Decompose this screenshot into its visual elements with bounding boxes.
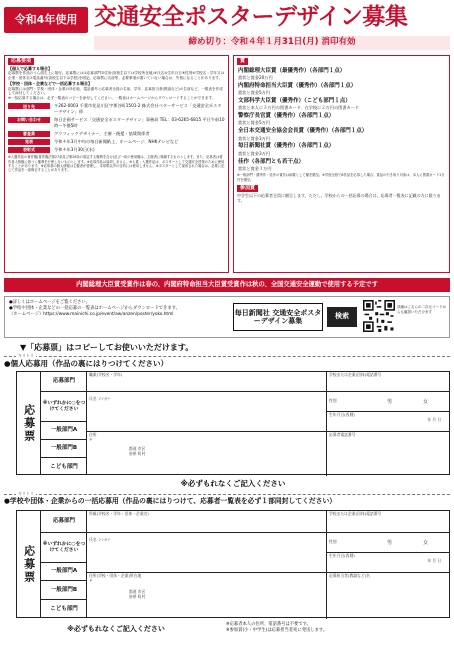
year-badge: 令和4年使用: [4, 7, 88, 33]
category-column: [41, 372, 87, 474]
gender-male[interactable]: 男: [387, 399, 393, 405]
prefecture-label: 都道 市区: [129, 588, 146, 594]
birthdate-format: 年 月 日: [427, 557, 441, 563]
category-column: [41, 511, 87, 617]
gender-label: 性別: [329, 539, 337, 544]
info-label: 送り先: [8, 103, 50, 109]
birthdate-field[interactable]: [327, 553, 449, 573]
award-item: [234, 143, 449, 156]
search-button[interactable]: 検索: [327, 307, 357, 327]
form-group-title: ●学校や団体・企業からの一括応募用（作品の裏にはりつけて、応募者一覧表を必ず１部同封してください）: [4, 497, 337, 505]
usage-notice-banner: 内閣総理大臣賞受賞作は春の、内閣府特命担当大臣賞受賞作は秋の、全国交通安全運動で使用する予定です: [4, 278, 450, 292]
postal-mark: 〒: [89, 577, 93, 583]
award-desc: 賞状と賞金１万円: [238, 165, 272, 171]
info-box: [4, 296, 450, 338]
school-field-label: 職業(学校名・学年): [89, 372, 123, 377]
info-row-ceremony: [5, 147, 228, 153]
info-value: グラフィックデザイナー、主催・後援・協賛関係者: [54, 130, 150, 136]
cut-line: [4, 356, 450, 357]
info-text: [9, 300, 229, 319]
award-title: 警察庁長官賞（優秀作）（各部門１点）: [238, 113, 335, 120]
mandatory-note: ※必ずもれなくご記入ください: [180, 479, 286, 488]
deadline-banner: 締め切り：令和４年１月31日(月) 消印有効: [94, 36, 450, 50]
award-desc: 賞状と賞金20万円: [238, 75, 273, 81]
prefecture-label-2: 府県 町村: [129, 593, 146, 599]
applicant-phone-label: 応募者電話番号: [329, 432, 356, 437]
name-label: 氏名: [89, 396, 97, 401]
award-title: 文部科学大臣賞（優秀作）（こども部門１点）: [238, 98, 351, 105]
category-label: 応募部門: [41, 511, 87, 533]
group-method-heading: 【学校・団体・企業などで一括応募する場合】: [8, 81, 92, 87]
info-value: 令和４年3月30日(水): [54, 146, 95, 152]
cut-label: キリトリ: [18, 491, 34, 496]
gender-field[interactable]: [327, 533, 449, 553]
award-desc: 賞状と賞金3万円: [238, 135, 270, 141]
gender-female[interactable]: 女: [423, 540, 429, 546]
award-desc: 賞状と賞金3万円: [238, 150, 270, 156]
prefecture-label: 都道 市区: [129, 445, 146, 451]
category-option-kids[interactable]: こども部門: [50, 463, 78, 470]
page-title: 交通安全ポスターデザイン募集: [94, 4, 408, 30]
category-label: 応募部門: [41, 372, 87, 392]
category-option-kids[interactable]: こども部門: [50, 606, 78, 613]
info-label: お問い合わせ: [8, 117, 50, 123]
info-line: ●詳しくはホームページをご覧ください。: [9, 300, 91, 305]
category-option-a[interactable]: 一般部門A: [41, 422, 87, 440]
school-phone-field[interactable]: [327, 511, 449, 533]
award-item: [234, 159, 449, 172]
school-phone-label: 学校または企業(団体)電話番号: [329, 372, 382, 377]
info-row-address: [5, 103, 228, 115]
furigana-label: フリガナ: [97, 397, 111, 401]
individual-method-text: 応募票を作品のうら面右上に貼付。応募票には①応募部門②住所(高校生以下は学校所在地)③氏名④生年月日⑤性別⑥学校名・学年又は企業・団体名⑦電話番号(高校生以下は学校)を明記。応募票に名前等、必要事項が書いていない場合は、失格になることがあります。: [8, 70, 225, 80]
group-caution-text: ※一括応募する場合は、必ず一覧表のコピーを添付してください。一覧表はホームページからダウンロードすることができます。: [8, 96, 216, 101]
info-label: 表彰式: [8, 147, 50, 153]
award-item: [234, 83, 449, 96]
category-option-b[interactable]: 一般部門B: [41, 440, 87, 458]
cut-line: [4, 494, 450, 495]
info-value: 〒262-0003 千葉市花見川区宇那谷町1501-2 株式会社ベターサービス「交通安全ポスターデザイン」係: [54, 103, 222, 114]
award-title: 内閣府特命担当大臣賞（優秀作）（各部門１点）: [238, 83, 357, 90]
info-line: ●学校や団体・企業などの一括応募の一覧表はホームページからダウンロードできます。: [9, 306, 180, 312]
guidelines-panel: [4, 55, 229, 273]
prefecture-label-2: 府県 町村: [129, 450, 146, 456]
individual-method-heading: 【個人で応募する場合】: [8, 65, 52, 71]
awards-heading: 賞: [237, 58, 248, 65]
copyright-footnote: ※入選作品の著作権(著作権法第27条及び第28条の規定する権利を含む)及び一切の使用権は、主催者に帰属するものとします。また、応募者は著作者人格権に基づく権利を行使しないものとします。※応募作品は返却しません。※入賞・入選作品は、ポスターとして交通安全啓発のために使用することがあります。※応募者の個人情報は主催者が管理し、本募集以外の目的には使用しません。※ポスターとして採用された場合は、必要に応じて作品を一部修正することがあります。: [8, 155, 225, 173]
info-row-contact: [5, 117, 228, 129]
info-value: 令和４年3月中旬の毎日新聞紙上、ホームページ、NHKテレビなど: [54, 138, 179, 144]
birthdate-label: 生年月日(西暦): [329, 412, 355, 417]
info-row-judges: [5, 131, 228, 137]
info-label: 発表: [8, 139, 50, 145]
participation-text: 中学生以下の応募者全員に贈呈します。ただし、学校からの一括応募の場合は、応募者一覧表に記載の方に限ります。: [237, 192, 441, 203]
qr-code-icon[interactable]: [363, 300, 395, 332]
address-field[interactable]: [87, 573, 327, 619]
award-desc: 賞状と賞金5万円: [238, 120, 270, 126]
award-item: [234, 68, 449, 81]
group-method-text: 応募票には部門・学校・団体・企業の所在地、電話番号と応募者全員の名前、学年、応募担当者(教諭など)の名前など、一覧表を作成して添付してください。: [8, 86, 223, 96]
applicant-phone-field[interactable]: [327, 432, 449, 476]
affiliation-label: 所属(学校名・学年・団体・企業名): [89, 511, 149, 516]
qr-caption: 詳細はこちらの二次元コードからも確認いただけます: [397, 305, 446, 314]
award-desc: 賞状と本人に３万円の図書カード、在学校に２万円の図書カード: [238, 105, 360, 111]
award-title: 全日本交通安全協会会長賞（優秀作）（各部門１点）: [238, 128, 368, 135]
name-field[interactable]: [87, 392, 327, 432]
category-instruction: ※いずれかに○をつけてください: [41, 533, 87, 563]
copy-note: ▼「応募票」はコピーしてお使いいただけます。: [20, 343, 194, 352]
birthdate-format: 年 月 日: [427, 416, 441, 422]
gender-label: 性別: [329, 398, 337, 403]
birthdate-field[interactable]: [327, 412, 449, 432]
form-note: ※参加賞(小・中学生)は応募担当者宛に発送します。: [226, 628, 328, 634]
guidelines-heading: 応募要項: [8, 58, 34, 65]
mandatory-note: ※必ずもれなくご記入ください: [67, 625, 165, 633]
form-individual: [16, 371, 450, 475]
form-side-label: 応募票: [17, 511, 41, 617]
form-group: [16, 510, 450, 618]
homepage-url[interactable]: （ホームページ）https://www.mainichi.co.jp/event/aw/anzen/poster/yoko.html: [9, 312, 174, 318]
form-individual-title: ●個人応募用（作品の裏にはりつけてください）: [4, 359, 169, 368]
school-field[interactable]: [87, 372, 327, 392]
gender-female[interactable]: 女: [423, 399, 429, 405]
address-label: 住所: [89, 432, 97, 437]
address-label: 住所(学校・団体・企業)所在地: [89, 573, 142, 578]
name-field[interactable]: [87, 533, 327, 573]
address-field[interactable]: [87, 432, 327, 476]
birthdate-label: 生年月日(西暦): [329, 553, 355, 558]
award-title: 内閣総理大臣賞（最優秀作）（各部門１点）: [238, 68, 346, 74]
staff-name-field[interactable]: [327, 573, 449, 619]
category-instruction: ※いずれかに○をつけてください: [41, 392, 87, 422]
form-note: ※応募者本人の住所、電話番号は不要です。: [226, 622, 311, 627]
postal-mark: 〒: [89, 436, 93, 442]
award-title: 佳作（各部門とも若干点）: [238, 158, 305, 165]
awards-panel: [233, 55, 450, 273]
gender-field[interactable]: [327, 392, 449, 412]
header: [4, 3, 450, 51]
award-item: [234, 128, 449, 141]
award-desc: 賞状と賞金5万円: [238, 90, 270, 96]
award-item: [234, 98, 449, 111]
info-label: 審査員: [8, 131, 50, 137]
name-label: 氏名: [89, 537, 97, 542]
sponsor-search-box[interactable]: 毎日新聞社 交通安全ポスターデザイン募集: [233, 303, 323, 331]
school-phone-field[interactable]: [327, 372, 449, 392]
affiliation-field[interactable]: [87, 511, 327, 533]
info-value: 毎日企画サービス「交通安全ポスターデザイン」事務局 TEL：03-6265-6815 平日午前10時〜午後5時: [54, 116, 225, 128]
info-row-announcement: [5, 139, 228, 145]
participation-heading: 参加賞: [237, 185, 258, 192]
award-note: ※一般部門・優秀作・佳作の賞状は副賞として額を贈呈。※学校全校で8作品を応募した場合、賞品の引き取り対象は、本人に図書カード1万円を贈呈。: [237, 173, 445, 182]
category-option-b[interactable]: 一般部門B: [41, 581, 87, 600]
form-notes: [226, 622, 450, 634]
gender-male[interactable]: 男: [387, 540, 393, 546]
cut-label: キリトリ: [18, 353, 34, 358]
category-option-a[interactable]: 一般部門A: [41, 563, 87, 581]
award-title: 毎日新聞社賞（優秀作）（各部門１点）: [238, 143, 335, 150]
school-phone-label: 学校または企業(団体)電話番号: [329, 511, 382, 516]
furigana-label: フリガナ: [97, 538, 111, 542]
staff-name-label: 応募担当者(教諭など)名: [329, 573, 370, 578]
form-side-label: 応募票: [17, 372, 41, 474]
award-item: [234, 113, 449, 126]
